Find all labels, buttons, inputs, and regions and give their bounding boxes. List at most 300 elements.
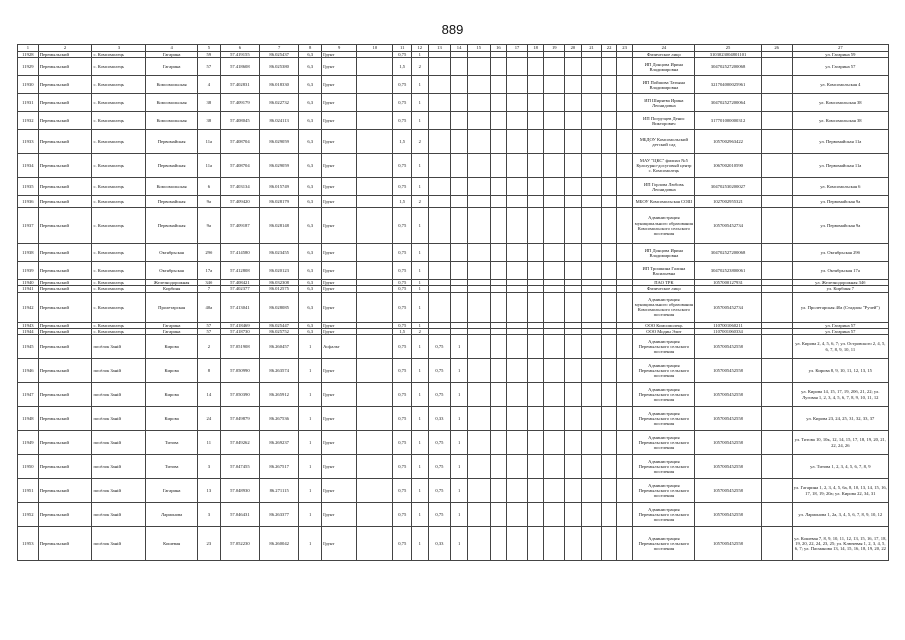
cell-house: 6 [197, 178, 220, 196]
cell-lon: 86.029059 [260, 154, 299, 178]
cell-empty [602, 94, 616, 112]
cell-v14: 1 [451, 383, 468, 407]
cell-empty [507, 262, 528, 280]
cell-dist: Перемыльский [38, 178, 92, 196]
cell-loc: посёлок Заній [92, 455, 146, 479]
column-header: 6 [220, 45, 259, 52]
cell-lon: 86.018330 [260, 76, 299, 94]
cell-lon: 86.263377 [260, 503, 299, 527]
cell-empty [761, 112, 792, 130]
cell-v8: 1 [299, 527, 322, 561]
cell-empty [602, 154, 616, 178]
cell-loc: с. Комсомолець [92, 76, 146, 94]
cell-empty [357, 527, 393, 561]
cell-empty [544, 407, 565, 431]
cell-inn: 1057005452558 [695, 503, 761, 527]
column-header: 17 [507, 45, 528, 52]
cell-empty [544, 383, 565, 407]
cell-empty [357, 178, 393, 196]
cell-v8: 6,3 [299, 208, 322, 244]
cell-empty [565, 359, 582, 383]
cell-empty [616, 58, 633, 76]
cell-v8: 1 [299, 479, 322, 503]
cell-lat: 57.048930 [220, 479, 259, 503]
table-row [18, 94, 889, 112]
cell-v14 [451, 76, 468, 94]
cell-cat: Администрация Перемыльского сельского поселения [633, 359, 695, 383]
cell-dist: Перемыльский [38, 431, 92, 455]
cell-empty [581, 76, 602, 94]
cell-v8: 6,3 [299, 112, 322, 130]
cell-addr: ул. Кирова 23, 24, 25, 31, 32, 33, 37 [792, 407, 888, 431]
cell-empty [761, 335, 792, 359]
cell-empty [357, 112, 393, 130]
cell-v8: 6,3 [299, 322, 322, 328]
cell-v8: 1 [299, 431, 322, 455]
cell-v14 [451, 208, 468, 244]
cell-v16 [490, 130, 507, 154]
cell-house: 59 [197, 52, 220, 58]
cell-v11: 1,5 [393, 58, 412, 76]
cell-dist: Перемыльский [38, 280, 92, 286]
cell-street: Гагарина [146, 52, 198, 58]
cell-empty [602, 58, 616, 76]
cell-empty [357, 154, 393, 178]
cell-empty [761, 178, 792, 196]
cell-empty [761, 527, 792, 561]
cell-dist: Перемыльский [38, 322, 92, 328]
cell-v15 [467, 431, 490, 455]
cell-empty [565, 154, 582, 178]
cell-addr: ул. Комсомольская 6 [792, 178, 888, 196]
cell-empty [602, 262, 616, 280]
cell-v14: 1 [451, 407, 468, 431]
cell-v8: 6,3 [299, 130, 322, 154]
cell-inn: 1057005452558 [695, 479, 761, 503]
cell-empty [527, 359, 544, 383]
cell-empty [602, 112, 616, 130]
cell-inn: 1107001060334 [695, 328, 761, 334]
cell-addr: ул. Первомайская 9а [792, 208, 888, 244]
cell-v16 [490, 76, 507, 94]
cell-lat: 57.408704 [220, 154, 259, 178]
cell-empty [616, 76, 633, 94]
cell-v12: 2 [412, 196, 429, 208]
cell-empty [602, 335, 616, 359]
cell-street: Комсомольская [146, 94, 198, 112]
cell-v13: 0,75 [428, 383, 451, 407]
cell-surf: Грунт [322, 383, 357, 407]
table-row [18, 76, 889, 94]
cell-lon: 86.025447 [260, 322, 299, 328]
cell-surf: Грунт [322, 196, 357, 208]
cell-v16 [490, 503, 507, 527]
table-row [18, 359, 889, 383]
cell-n: 11933 [18, 130, 39, 154]
cell-dist: Перемыльский [38, 76, 92, 94]
cell-surf: Грунт [322, 154, 357, 178]
cell-dist: Перемыльский [38, 94, 92, 112]
cell-lat: 57.408421 [220, 280, 259, 286]
cell-v8: 6,3 [299, 178, 322, 196]
cell-empty [544, 479, 565, 503]
cell-dist: Перемыльский [38, 286, 92, 292]
cell-cat: Администрация Перемыльского сельского поселения [633, 527, 695, 561]
cell-v16 [490, 431, 507, 455]
cell-v14: 1 [451, 527, 468, 561]
table-row [18, 292, 889, 322]
cell-v11: 0,75 [393, 479, 412, 503]
cell-loc: посёлок Заній [92, 335, 146, 359]
cell-dist: Перемыльский [38, 130, 92, 154]
cell-lat: 57.409187 [220, 208, 259, 244]
cell-addr: ул. Ларионова 1, 2а, 3, 4, 5, 6, 7, 8, 9, 10, 12 [792, 503, 888, 527]
cell-v11: 0,75 [393, 527, 412, 561]
cell-cat: Физическое лицо [633, 286, 695, 292]
cell-inn: 1057005452558 [695, 407, 761, 431]
cell-v16 [490, 479, 507, 503]
cell-street: Кирова [146, 383, 198, 407]
cell-street: Первомайская [146, 130, 198, 154]
cell-empty [565, 407, 582, 431]
table-row [18, 383, 889, 407]
cell-empty [565, 178, 582, 196]
cell-v11: 0,75 [393, 286, 412, 292]
cell-empty [565, 262, 582, 280]
cell-loc: с. Комсомолець [92, 322, 146, 328]
cell-empty [507, 208, 528, 244]
cell-empty [761, 208, 792, 244]
cell-v12: 2 [412, 130, 429, 154]
cell-empty [616, 208, 633, 244]
cell-v15 [467, 76, 490, 94]
cell-surf: Грунт [322, 407, 357, 431]
cell-n: 11941 [18, 286, 39, 292]
cell-cat: ИП Ширяева Ирина Леонидовна [633, 94, 695, 112]
cell-lon: 86.022732 [260, 94, 299, 112]
cell-empty [507, 527, 528, 561]
cell-empty [357, 455, 393, 479]
cell-empty [527, 503, 544, 527]
cell-cat: Администрация Перемыльского сельского поселения [633, 431, 695, 455]
cell-v12: 1 [412, 527, 429, 561]
cell-lon: 86.028085 [260, 292, 299, 322]
cell-lon: 86.020123 [260, 262, 299, 280]
cell-lon: 86.023455 [260, 244, 299, 262]
cell-empty [616, 292, 633, 322]
table-row [18, 503, 889, 527]
cell-empty [616, 196, 633, 208]
cell-empty [565, 455, 582, 479]
cell-lat: 57.052230 [220, 527, 259, 561]
cell-loc: посёлок Заній [92, 407, 146, 431]
cell-empty [761, 359, 792, 383]
cell-empty [507, 130, 528, 154]
cell-empty [507, 58, 528, 76]
cell-addr: ул. Комсомольская 38 [792, 94, 888, 112]
cell-lat: 57.409420 [220, 196, 259, 208]
cell-empty [602, 130, 616, 154]
cell-cat: Администрация Перемыльского сельского поселения [633, 335, 695, 359]
cell-v13 [428, 244, 451, 262]
cell-v8: 1 [299, 407, 322, 431]
cell-empty [527, 58, 544, 76]
cell-empty [616, 431, 633, 455]
cell-n: 11934 [18, 154, 39, 178]
cell-n: 11944 [18, 328, 39, 334]
cell-dist: Перемыльский [38, 479, 92, 503]
cell-v11: 0,75 [393, 503, 412, 527]
cell-house: 57 [197, 328, 220, 334]
cell-v8: 6,3 [299, 244, 322, 262]
cell-n: 11951 [18, 479, 39, 503]
table-row [18, 262, 889, 280]
cell-empty [527, 292, 544, 322]
cell-v13: 0,75 [428, 335, 451, 359]
cell-addr: ул. Первомайская 9а [792, 196, 888, 208]
cell-n: 11945 [18, 335, 39, 359]
cell-lat: 57.418608 [220, 58, 259, 76]
cell-lat: 57.412808 [220, 262, 259, 280]
cell-v13: 0,33 [428, 407, 451, 431]
cell-n: 11936 [18, 196, 39, 208]
cell-surf: Грунт [322, 328, 357, 334]
cell-empty [565, 479, 582, 503]
cell-v12: 1 [412, 154, 429, 178]
cell-street: Кирбиня [146, 286, 198, 292]
cell-v15 [467, 94, 490, 112]
column-header: 8 [299, 45, 322, 52]
cell-v8: 6,3 [299, 196, 322, 208]
cell-v13 [428, 76, 451, 94]
cell-empty [544, 527, 565, 561]
cell-addr: ул. Гагарина 57 [792, 58, 888, 76]
cell-cat: Администрация Перемыльского сельского поселения [633, 383, 695, 407]
cell-empty [581, 154, 602, 178]
cell-v12: 2 [412, 58, 429, 76]
cell-empty [565, 527, 582, 561]
cell-lon: 86.032308 [260, 280, 299, 286]
table-row [18, 58, 889, 76]
cell-empty [357, 130, 393, 154]
cell-lon: 86.025437 [260, 52, 299, 58]
cell-v14: 1 [451, 455, 468, 479]
cell-n: 11929 [18, 58, 39, 76]
cell-house: 11а [197, 130, 220, 154]
cell-empty [507, 154, 528, 178]
cell-house: 38 [197, 112, 220, 130]
cell-loc: посёлок Заній [92, 527, 146, 561]
cell-street: Железнодорожная [146, 280, 198, 286]
cell-street: Кирова [146, 359, 198, 383]
cell-lon: 86.015749 [260, 178, 299, 196]
cell-addr: ул. Титова 10, 10к, 12, 14, 15, 17, 18, 19, 20, 21, 22, 24, 26 [792, 431, 888, 455]
cell-lon: 86.263574 [260, 359, 299, 383]
cell-loc: с. Комсомолець [92, 262, 146, 280]
cell-empty [581, 208, 602, 244]
cell-n: 11931 [18, 94, 39, 112]
cell-lat: 57.418469 [220, 322, 259, 328]
cell-v13 [428, 154, 451, 178]
cell-house: 13 [197, 479, 220, 503]
cell-dist: Перемыльский [38, 383, 92, 407]
cell-cat: ИП Пойшова Татьяна Владимировна [633, 76, 695, 94]
cell-v8: 6,3 [299, 280, 322, 286]
cell-empty [544, 196, 565, 208]
cell-surf: Грунт [322, 455, 357, 479]
cell-v15 [467, 292, 490, 322]
cell-house: 23 [197, 527, 220, 561]
cell-surf: Грунт [322, 322, 357, 328]
cell-empty [761, 94, 792, 112]
cell-cat: Администрация Перемыльского сельского поселения [633, 479, 695, 503]
cell-empty [602, 383, 616, 407]
cell-v14 [451, 58, 468, 76]
cell-n: 11952 [18, 503, 39, 527]
cell-empty [602, 455, 616, 479]
cell-empty [527, 130, 544, 154]
cell-inn: 1057005452734 [695, 292, 761, 322]
cell-surf: Грунт [322, 76, 357, 94]
cell-empty [581, 407, 602, 431]
table-row [18, 527, 889, 561]
cell-empty [357, 94, 393, 112]
cell-empty [761, 407, 792, 431]
cell-empty [581, 292, 602, 322]
cell-empty [357, 292, 393, 322]
cell-lon: 86.267517 [260, 455, 299, 479]
cell-cat: МАУ "ЦКС" филиал №5 Культурно-досуговый центр с. Комсомолець [633, 154, 695, 178]
cell-v16 [490, 455, 507, 479]
column-header: 11 [393, 45, 412, 52]
cell-v14: 1 [451, 431, 468, 455]
cell-house: 2 [197, 335, 220, 359]
cell-street: Октябрьская [146, 262, 198, 280]
cell-empty [507, 383, 528, 407]
cell-n: 11940 [18, 280, 39, 286]
cell-v15 [467, 455, 490, 479]
cell-lat: 57.049879 [220, 407, 259, 431]
cell-surf: Грунт [322, 503, 357, 527]
cell-v13: 0,75 [428, 479, 451, 503]
column-header: 1 [18, 45, 39, 52]
column-header: 12 [412, 45, 429, 52]
cell-loc: с. Комсомолець [92, 286, 146, 292]
cell-empty [602, 479, 616, 503]
cell-empty [616, 407, 633, 431]
cell-lon: 86.025380 [260, 58, 299, 76]
table-row [18, 455, 889, 479]
cell-v15 [467, 244, 490, 262]
cell-loc: с. Комсомолець [92, 58, 146, 76]
cell-v13 [428, 58, 451, 76]
cell-inn: 1057005452558 [695, 383, 761, 407]
cell-surf: Грунт [322, 262, 357, 280]
cell-v11: 0,75 [393, 383, 412, 407]
cell-lon: 86.025752 [260, 328, 299, 334]
cell-street: Гагарина [146, 479, 198, 503]
cell-surf: Грунт [322, 178, 357, 196]
cell-street: Первомайская [146, 208, 198, 244]
cell-v13 [428, 208, 451, 244]
column-header: 24 [633, 45, 695, 52]
cell-n: 11947 [18, 383, 39, 407]
cell-addr: ул. Октябрьская 17а [792, 262, 888, 280]
cell-lat: 57.408704 [220, 130, 259, 154]
cell-v8: 6,3 [299, 58, 322, 76]
cell-v16 [490, 407, 507, 431]
cell-n: 11930 [18, 76, 39, 94]
cell-lat: 57.409179 [220, 94, 259, 112]
cell-house: 9а [197, 196, 220, 208]
cell-v14 [451, 112, 468, 130]
cell-cat: ИП Погрузцев Денис Викторович [633, 112, 695, 130]
cell-v15 [467, 383, 490, 407]
cell-empty [565, 244, 582, 262]
cell-dist: Перемыльский [38, 58, 92, 76]
cell-v15 [467, 154, 490, 178]
cell-v16 [490, 335, 507, 359]
cell-empty [544, 455, 565, 479]
cell-lat: 57.402831 [220, 76, 259, 94]
cell-v15 [467, 359, 490, 383]
cell-lat: 57.418730 [220, 328, 259, 334]
cell-empty [544, 94, 565, 112]
cell-v12: 1 [412, 262, 429, 280]
cell-street: Комсомольская [146, 112, 198, 130]
cell-v13 [428, 130, 451, 154]
cell-v13 [428, 196, 451, 208]
cell-loc: с. Комсомолець [92, 130, 146, 154]
cell-empty [581, 383, 602, 407]
cell-street: Кирова [146, 407, 198, 431]
cell-surf: Грунт [322, 479, 357, 503]
cell-lat: 57.050990 [220, 359, 259, 383]
table-row [18, 244, 889, 262]
cell-empty [602, 503, 616, 527]
cell-street: Гагарина [146, 58, 198, 76]
cell-v11: 1,5 [393, 196, 412, 208]
cell-empty [581, 130, 602, 154]
cell-empty [581, 196, 602, 208]
cell-empty [581, 178, 602, 196]
cell-v14: 1 [451, 359, 468, 383]
cell-v11: 0,75 [393, 94, 412, 112]
cell-loc: с. Комсомолець [92, 280, 146, 286]
cell-dist: Перемыльский [38, 154, 92, 178]
cell-empty [357, 503, 393, 527]
cell-empty [527, 262, 544, 280]
cell-addr: ул. Гагарина 59 [792, 52, 888, 58]
cell-empty [581, 112, 602, 130]
cell-dist: Перемыльский [38, 359, 92, 383]
cell-v12: 1 [412, 76, 429, 94]
cell-empty [616, 130, 633, 154]
cell-empty [357, 359, 393, 383]
cell-v12: 1 [412, 244, 429, 262]
cell-house: 9а [197, 208, 220, 244]
cell-v15 [467, 335, 490, 359]
cell-lat: 57.408045 [220, 112, 259, 130]
cell-addr: ул. Первомайская 11а [792, 130, 888, 154]
cell-surf: Асфальт [322, 335, 357, 359]
cell-surf: Грунт [322, 208, 357, 244]
cell-v15 [467, 407, 490, 431]
cell-v11: 0,75 [393, 431, 412, 455]
cell-empty [565, 431, 582, 455]
column-header: 3 [92, 45, 146, 52]
cell-empty [581, 359, 602, 383]
